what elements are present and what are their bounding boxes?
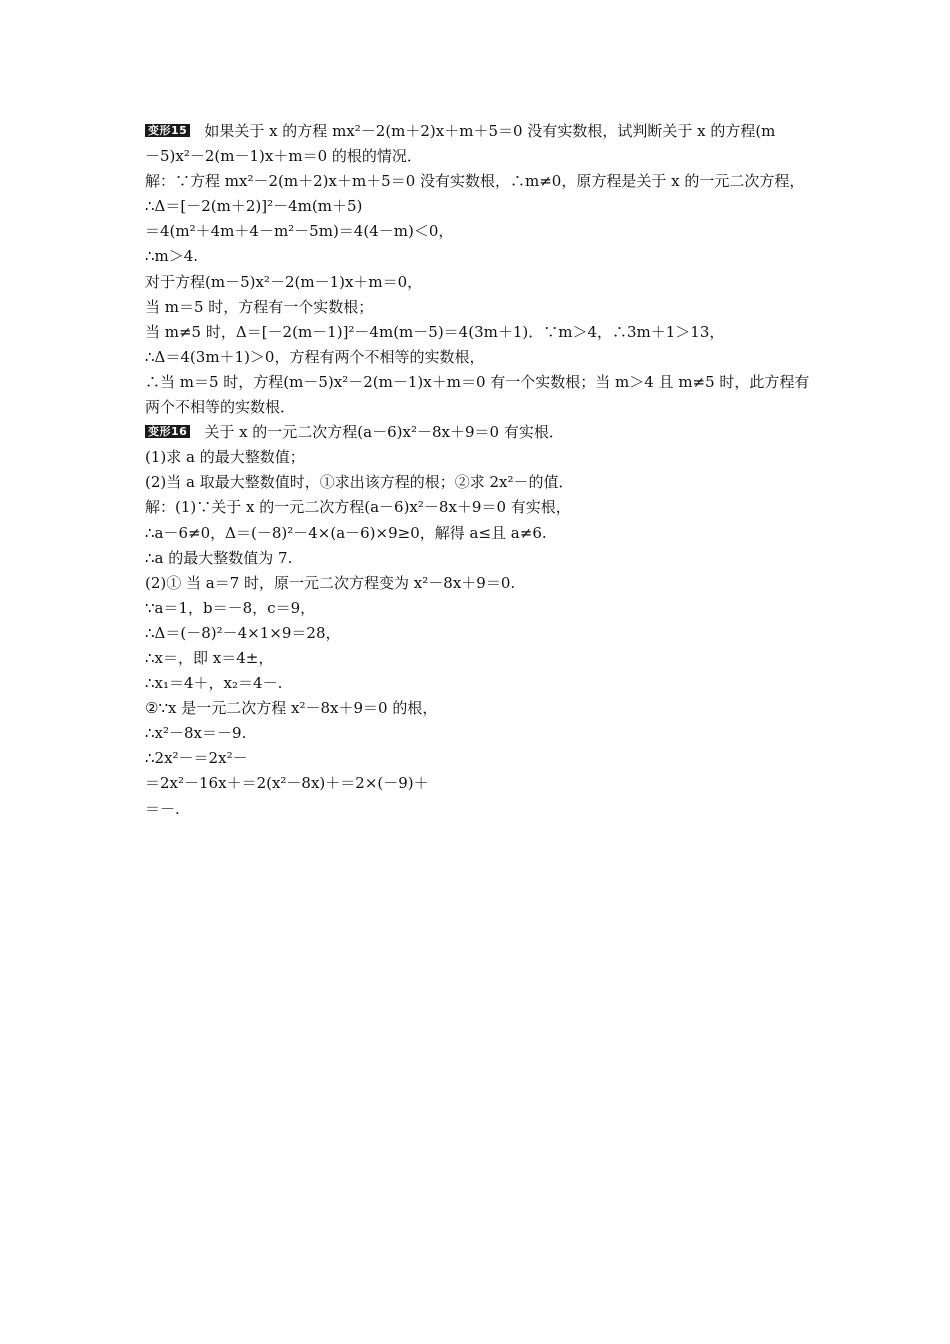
solution-16-line-1: 解：(1)∵关于 x 的一元二次方程(a－6)x²－8x＋9＝0 有实根， bbox=[145, 498, 571, 517]
solution-15-line-8: ∴Δ＝4(3m＋1)＞0，方程有两个不相等的实数根， bbox=[145, 347, 485, 366]
problem-15-tag: 变形15 bbox=[145, 124, 190, 137]
solution-16-line-3: ∴a 的最大整数值为 7. bbox=[145, 548, 293, 567]
document-body bbox=[145, 119, 825, 822]
problem-16-header bbox=[145, 420, 825, 445]
solution-16-line-4: (2)① 当 a＝7 时，原一元二次方程变为 x²－8x＋9＝0. bbox=[145, 573, 516, 592]
solution-16-line-8: ∴x₁＝4＋，x₂＝4－. bbox=[145, 674, 283, 693]
solution-15-line-1: 解：∵方程 mx²－2(m＋2)x＋m＋5＝0 没有实数根，∴m≠0，原方程是关于 x 的一元二次方程， bbox=[145, 172, 805, 191]
solution-15-line-4: ∴m＞4. bbox=[145, 247, 199, 266]
problem-16-line-1: 关于 x 的一元二次方程(a－6)x²－8x＋9＝0 有实根． bbox=[204, 423, 564, 442]
solution-15-line-3: ＝4(m²＋4m＋4－m²－5m)＝4(4－m)＜0， bbox=[145, 222, 454, 241]
solution-15-line-5: 对于方程(m－5)x²－2(m－1)x＋m＝0， bbox=[145, 272, 423, 291]
problem-16-part-1: (1)求 a 的最大整数值； bbox=[145, 448, 305, 467]
solution-16-line-5: ∵a＝1，b＝－8，c＝9， bbox=[145, 598, 316, 617]
solution-16-line-6: ∴Δ＝(－8)²－4×1×9＝28， bbox=[145, 623, 341, 642]
problem-15-header bbox=[145, 119, 825, 144]
solution-16-line-10: ∴x²－8x＝－9. bbox=[145, 724, 247, 743]
problem-16-part-2: (2)当 a 取最大整数值时，①求出该方程的根；②求 2x²－的值． bbox=[145, 473, 574, 492]
problem-15-line-1: 如果关于 x 的方程 mx²－2(m＋2)x＋m＋5＝0 没有实数根，试判断关于 x 的方程(m bbox=[204, 122, 776, 140]
solution-15-line-9: ∴当 m＝5 时，方程(m－5)x²－2(m－1)x＋m＝0 有一个实数根；当 m＞4 且 m≠5 时，此方程有 bbox=[145, 372, 810, 391]
solution-15-line-7: 当 m≠5 时，Δ＝[－2(m－1)]²－4m(m－5)＝4(3m＋1)．∵m＞4，∴3m＋1＞13， bbox=[145, 322, 725, 341]
solution-16-line-12: ＝2x²－16x＋＝2(x²－8x)＋＝2×(－9)＋ bbox=[145, 774, 429, 793]
solution-16-line-9: ②∵x 是一元二次方程 x²－8x＋9＝0 的根， bbox=[145, 699, 438, 718]
solution-16-line-11: ∴2x²－＝2x²－ bbox=[145, 749, 248, 768]
solution-16-line-7: ∴x＝，即 x＝4±， bbox=[145, 648, 274, 667]
solution-15-line-2: ∴Δ＝[－2(m＋2)]²－4m(m＋5) bbox=[145, 197, 363, 216]
solution-15-line-6: 当 m＝5 时，方程有一个实数根； bbox=[145, 297, 374, 316]
solution-15-line-10: 两个不相等的实数根． bbox=[145, 398, 296, 417]
problem-15-line-2: －5)x²－2(m－1)x＋m＝0 的根的情况． bbox=[145, 147, 422, 166]
problem-16-tag: 变形16 bbox=[145, 425, 190, 438]
solution-16-line-13: ＝－. bbox=[145, 799, 180, 818]
solution-16-line-2: ∴a－6≠0，Δ＝(－8)²－4×(a－6)×9≥0，解得 a≤且 a≠6. bbox=[145, 523, 547, 542]
